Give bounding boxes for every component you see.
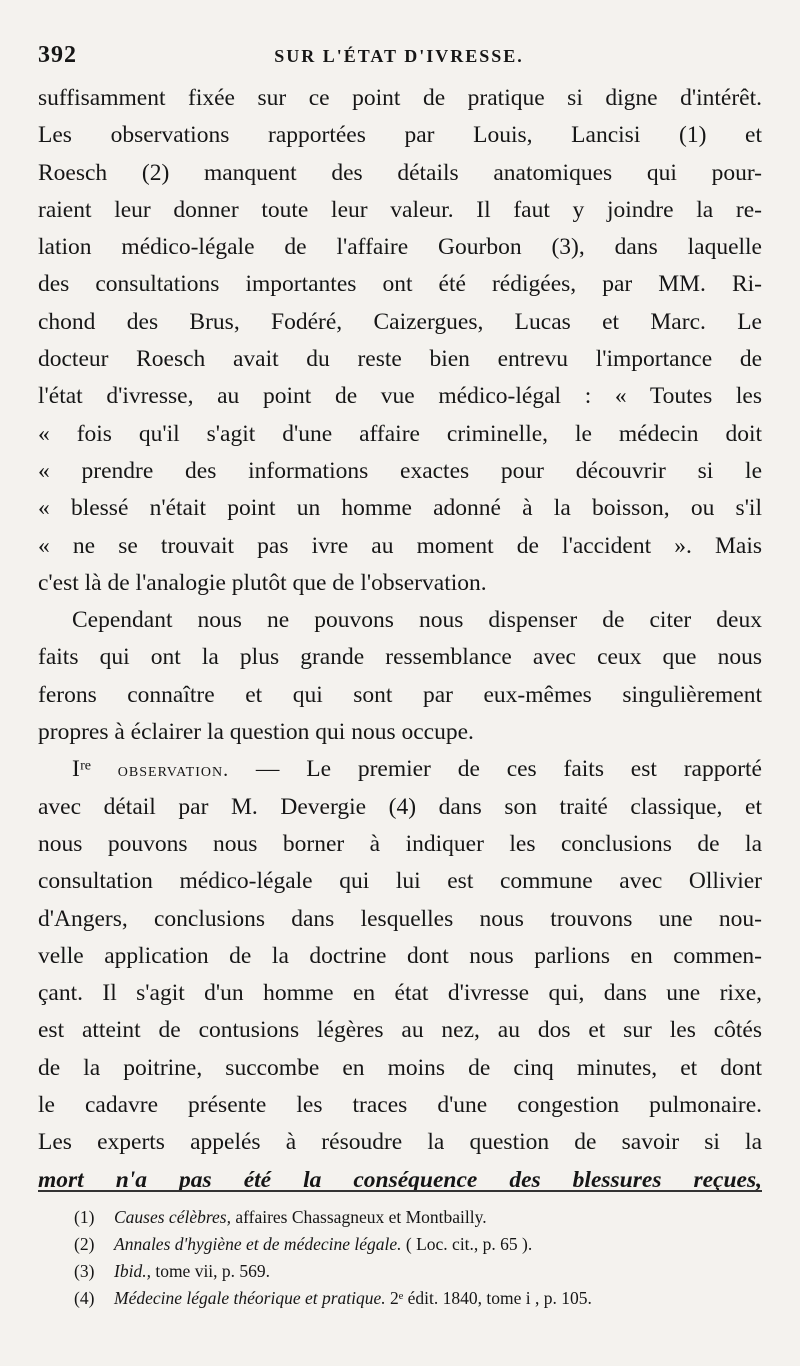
footnote: [74, 1258, 764, 1285]
text-line: chond des Brus, Fodéré, Caizergues, Lucas et Marc. Le: [38, 308, 762, 335]
text-line: Les observations rapportées par Louis, Lancisi (1) et: [38, 122, 762, 149]
text-line: docteur Roesch avait du reste bien entrevu l'importance de: [38, 346, 762, 373]
observation-heading-line: [38, 751, 762, 788]
text-line: ferons connaître et qui sont par eux-mêmes singulièrement: [38, 681, 762, 708]
footnote-divider: [38, 1190, 762, 1192]
page-number: 392: [38, 42, 77, 68]
text-line: nous pouvons nous borner à indiquer les conclusions de la: [38, 830, 762, 857]
text-line: çant. Il s'agit d'un homme en état d'ivresse qui, dans une rixe,: [38, 980, 762, 1007]
footnote-number: (3): [74, 1261, 95, 1281]
text-line: l'état d'ivresse, au point de vue médico-légal : « Toutes les: [38, 383, 762, 410]
body-text: [38, 80, 762, 1199]
footnote-title: Médecine légale théorique et pratique.: [114, 1288, 386, 1308]
footnote-text: 2ᵉ édit. 1840, tome i , p. 105.: [385, 1288, 592, 1308]
text-line: « fois qu'il s'agit d'une affaire criminelle, le médecin doit: [38, 420, 762, 447]
text-line: des consultations importantes ont été rédigées, par MM. Ri-: [38, 271, 762, 298]
text-line: « ne se trouvait pas ivre au moment de l'accident ». Mais: [38, 532, 762, 559]
text-line: avec détail par M. Devergie (4) dans son traité classique, et: [38, 793, 762, 820]
footnote-text: ( Loc. cit., p. 65 ).: [401, 1234, 533, 1254]
text-line: consultation médico-légale qui lui est commune avec Ollivier: [38, 868, 762, 895]
observation-label: observation.: [117, 759, 230, 782]
text-line: Cependant nous ne pouvons nous dispenser de citer deux: [72, 607, 762, 634]
footnotes: [74, 1204, 764, 1312]
footnote-text: affaires Chassagneux et Montbailly.: [230, 1207, 487, 1227]
text-line: Les experts appelés à résoudre la question de savoir si la: [38, 1129, 762, 1156]
text-line: velle application de la doctrine dont nous parlions en commen-: [38, 942, 762, 969]
running-title: SUR L'ÉTAT D'IVRESSE.: [274, 46, 524, 66]
text-line: « blessé n'était point un homme adonné à la boisson, ou s'il: [38, 495, 762, 522]
text-line: lation médico-légale de l'affaire Gourbon (3), dans laquelle: [38, 234, 762, 261]
text-line: suffisamment fixée sur ce point de pratique si digne d'intérêt.: [38, 85, 762, 111]
footnote-title: Ibid.,: [114, 1261, 151, 1281]
text-line: raient leur donner toute leur valeur. Il faut y joindre la re-: [38, 196, 762, 223]
footnote-text: tome vii, p. 569.: [150, 1261, 271, 1281]
footnote-number: (4): [74, 1288, 95, 1308]
text-line: c'est là de l'analogie plutôt que de l'observation.: [38, 569, 487, 596]
footnote-title: Annales d'hygiène et de médecine légale.: [114, 1234, 402, 1254]
footnote-number: (2): [74, 1234, 95, 1254]
footnote: [74, 1231, 764, 1258]
text-line: faits qui ont la plus grande ressemblance avec ceux que nous: [38, 644, 762, 671]
text-line: « prendre des informations exactes pour découvrir si le: [38, 457, 762, 484]
text-line: mort n'a pas été la conséquence des blessures reçues,: [38, 1166, 762, 1193]
footnote-title: Causes célèbres,: [114, 1207, 231, 1227]
observation-numeral: Iʳᵉ: [72, 756, 91, 783]
footnote: [74, 1204, 764, 1231]
text-line: est atteint de contusions légères au nez, au dos et sur les côtés: [38, 1017, 762, 1044]
text-line: le cadavre présente les traces d'une congestion pulmonaire.: [38, 1092, 762, 1119]
observation-text: — Le premier de ces faits est rapporté: [229, 756, 762, 783]
footnote-number: (1): [74, 1207, 95, 1227]
page-header: [38, 40, 760, 76]
text-line: de la poitrine, succombe en moins de cinq minutes, et dont: [38, 1054, 762, 1081]
text-line: propres à éclairer la question qui nous occupe.: [38, 719, 474, 746]
text-line: d'Angers, conclusions dans lesquelles nous trouvons une nou-: [38, 905, 762, 932]
text-line: Roesch (2) manquent des détails anatomiques qui pour-: [38, 159, 762, 186]
footnote: [74, 1285, 764, 1312]
